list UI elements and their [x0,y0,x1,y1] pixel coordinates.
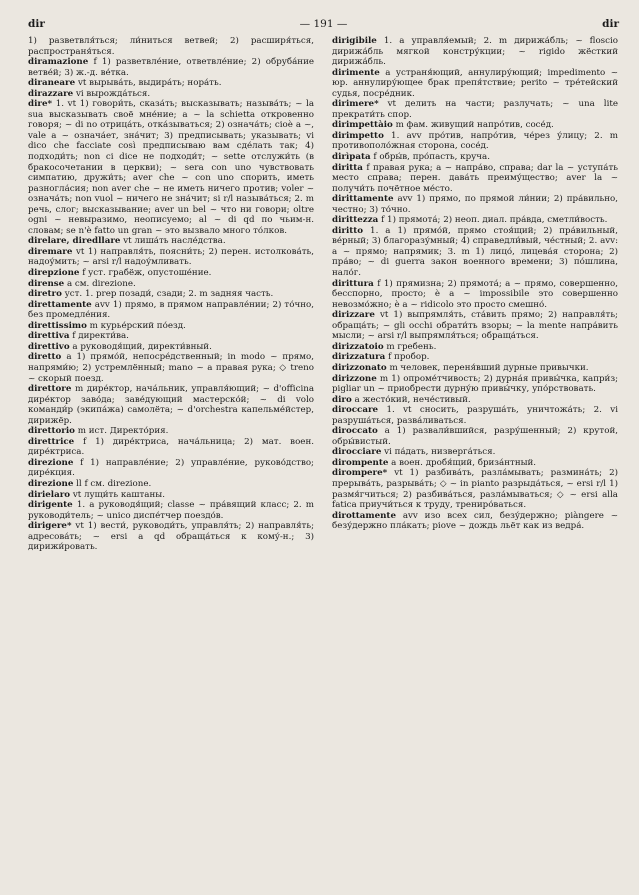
entry-headword: dirizzonato [332,362,387,373]
dictionary-entry [332,363,618,374]
dictionary-entry [332,447,618,458]
entry-headword: dirielaro [28,489,71,500]
entry-headword: diretto [28,352,62,363]
entry-headword: dirimpetto [332,130,384,141]
entry-headword: direttissimo [28,320,87,331]
entry-definition: f директи́ва. [72,331,129,342]
dictionary-entry [28,342,314,353]
entry-definition: vt 1) направля́ть, поясни́ть; 2) перен. истолкова́ть, надоу́мить; ~ arsi r/l надоу́мливать. [28,246,315,268]
dictionary-entry [28,89,314,100]
entry-headword: diretro [28,289,62,300]
entry-definition: f 1) прямота́; 2) неоп. диал. пра́вда, сметли́вость. [381,215,608,226]
entry-definition: vt 1) вести́, руководи́ть, управля́ть; 2) направля́ть; адресова́ть; ~ ersi a qd обраща́ться к кому́-н.; 3) дирижи́ровать. [28,521,315,553]
dictionary-entry [28,99,314,236]
dictionary-entry [332,131,618,152]
entry-headword: dirottamente [332,510,396,521]
entry-definition: m дире́ктор, нача́льник, управля́ющий; ~ d'officina дире́ктор заво́да; заве́дующий мастерско́й; ~ di volo команди́р (экипа́жа) самолёта; ~ d'orchestra капельме́йстер, дирижёр. [28,384,314,426]
entry-definition: avv изо всех сил, безу́держно; piàngere ~ безу́держно пла́кать; piove ~ дождь льёт как из ведра́. [332,510,618,532]
dictionary-entry [28,279,314,290]
entry-headword: diroccato [332,426,378,437]
dictionary-entry [28,300,314,321]
entry-headword: diro [332,394,352,405]
entry-definition: a руководя́щий, директи́вный. [72,341,212,352]
entry-headword: dirizzare [332,310,375,321]
entry-headword: dire* [28,99,53,110]
dictionary-entry [28,268,314,279]
entry-definition: vi вырожда́ться. [75,88,151,99]
entry-definition: m курье́рский по́езд. [89,320,186,331]
entry-definition: 1. vt 1) говори́ть, сказа́ть; высказывать; называ́ть; ~ la sua высказывать своё мне́ние; a ~ la schietta откровенно говоря; ~ di no отрица́ть, отка́зываться; 2) означа́ть; cioè a ~, vale a ~ означа́ет, зна́чит; 3) предписывать; указывать; vi dico che facciate così предписываю вам сде́лать так; 4) подходи́ть; non ci dice не подходи́т; ~ sette отслужи́ть (в бракосочетании в церкви); ~ sera con uno чувствовать симпатию, дружи́ть; aver che ~ con uno спорить, иметь разногла́сия; non aver che ~ не иметь ничего против; voler ~ означа́ть; non vuol ~ ничего не зна́чит; si r/l называ́ться; 2. m речь, слог; высказывание; aver un bel ~ что ни говори; oltre ogni ~ невыразимо, неописуемо; al ~ di qd по чьим-н. словам; se n'è fatto un gran ~ это вызвало много то́лков. [28,99,315,236]
dictionary-entry [332,342,618,353]
entry-headword: dirizzone [332,373,377,384]
dictionary-entry [28,426,314,437]
entry-headword: dirompente [332,457,389,468]
entry-headword: dirizzatoio [332,341,384,352]
entry-headword: dirigibile [332,36,377,46]
entry-definition: a воен. дробя́щий, бриза́нтный. [391,457,537,468]
entry-headword: direpzione [28,268,80,279]
entry-definition: 1. vt сносить, разруша́ть, уничтожа́ть; 2. vi разруша́ться, разва́ливаться. [332,405,618,426]
dictionary-entry [332,194,618,215]
dictionary-entry [28,490,314,501]
entry-headword: dirizzatura [332,352,386,363]
running-head [28,14,619,36]
dictionary-entry [28,437,314,458]
entry-headword: diroccare [332,405,379,416]
left-guide-word: dir [28,18,45,30]
entry-definition: f обры́в, про́пасть, круча. [373,152,490,163]
entry-definition: a 1) развали́вшийся, разру́шенный; 2) крутой, обры́вистый. [332,426,618,447]
dictionary-entry [28,521,314,553]
entry-headword: dirazzare [28,88,74,99]
entry-definition: vt вырыва́ть, выдира́ть; нора́ть. [77,78,222,89]
entry-headword: diramazione [28,57,89,68]
entry-definition: 1. avv про́тив, напро́тив, че́рез у́лицу; 2. m противополо́жная сторона, сосе́д. [332,130,618,152]
entry-definition: f 1) прямизна; 2) прямота́; a ~ прямо, совершенно, бесспорно, просто; è a ~ impossibile это совершенно невозмо́жно; è a ~ ridicolo это просто смешно́. [332,278,618,310]
entry-headword: diritto [332,225,364,236]
entry-definition: a см. direzione. [66,278,136,289]
entry-definition: уст. 1. prep позади́, сзади; 2. m задняя часть. [64,289,274,300]
entry-definition: m 1) опроме́тчивость; 2) дурна́я привы́чка, капри́з; pigliar un ~ приобрести дурну́ю привы́чку, упо́рствовать. [332,373,619,395]
entry-definition: m ист. Директо́рия. [77,426,169,437]
entry-headword: diritta [332,162,363,173]
dictionary-entry [332,120,618,131]
dictionary-entry [28,500,314,521]
dictionary-entry [28,247,314,268]
entry-definition: vt лущи́ть каштаны. [72,489,165,500]
left-column [28,36,314,553]
entry-headword: direttorio [28,426,75,437]
dictionary-entry [28,36,314,57]
entry-definition: avv 1) прямо, по прямой ли́нии; 2) пра́вильно, честно; 3) то́чно. [332,194,618,215]
entry-headword: diremare [28,246,73,257]
dictionary-entry [332,36,618,68]
entry-headword: dirittamente [332,194,394,205]
entry-headword: direzione [28,478,74,489]
entry-headword: dirìpata [332,152,371,163]
entry-headword: diraneare [28,78,76,89]
entry-headword: dirimente [332,67,380,78]
entry-headword: dirittezza [332,215,379,226]
entry-definition: vt делить на части; разлучать; ~ una lite прекрати́ть спор. [332,99,619,120]
entry-definition: a 1) прямо́й, непосре́дственный; in modo ~ прямо, напрями́ю; 2) устремлённый; mano ~ a правая рука; ◇ treno ~ скорый поезд. [28,352,315,384]
dictionary-entry [332,511,618,532]
dictionary-entry [332,215,618,226]
entry-definition: f 1) дире́ктриса, нача́льница; 2) мат. воен. дире́ктриса. [28,436,314,458]
dictionary-entry [28,236,314,247]
entry-definition: vi па́дать, низверга́ться. [384,447,496,458]
entry-definition: m фам. живущий напро́тив, сосе́д. [395,120,554,131]
dictionary-entry [332,352,618,363]
dictionary-entry [332,374,618,395]
entry-headword: direttrice [28,436,75,447]
entry-headword: dirocciare [332,447,382,458]
dictionary-entry [28,57,314,78]
entry-definition: f правая рука; a ~ напра́во, справа; dar la ~ уступа́ть место справа; перен. дава́ть преиму́щество; aver la ~ получи́ть почётное ме́сто. [332,162,618,194]
entry-headword: direttiva [28,331,70,342]
entry-definition: a устраня́ющий, аннулиру́ющий; impedimento ~ юр. аннулиру́ющее брак препя́тствие; perito ~ тре́тейский судья, посре́дник. [332,67,618,99]
entry-definition: 1. a 1) прямо́й, прямо стоя́щий; 2) пра́вильный, ве́рный; 3) благоразу́мный; 4) справедли́вый, че́стный; 2. avv: a ~ прямо; напрямик; 3. m 1) лицо́, лицева́я сторона; 2) пра́во; ~ di guerra закон военного времени; 3) по́шлина, нало́г. [332,225,618,279]
dictionary-entry [332,226,618,279]
dictionary-entry [332,468,618,510]
right-guide-word: dir [602,18,619,30]
entry-headword: direttivo [28,341,70,352]
dictionary-entry [332,68,618,100]
entry-headword: dirense [28,278,65,289]
dictionary-entry [332,458,618,469]
dictionary-entry [332,395,618,406]
entry-definition: f уст. грабёж, опустоше́ние. [82,268,212,279]
entry-definition: m человек, переня́вший дурные привычки. [389,362,589,373]
entry-definition: f 1) разветвле́ние, ответвле́ние; 2) обруба́ние ветве́й; 3) ж.-д. ве́тка. [28,57,315,78]
dictionary-entry [332,279,618,311]
entry-definition: ll f см. direzione. [76,478,152,489]
dictionary-entry [332,152,618,163]
dictionary-entry [28,289,314,300]
entry-definition: 1. a руководя́щий; classe ~ пра́вящий класс; 2. m руководи́тель; ~ unico диспе́тчер поездо́в. [28,500,314,521]
entry-definition: f 1) направле́ние; 2) управле́ние, руково́дство; дире́кция. [28,457,314,479]
entry-headword: dirigere* [28,521,72,532]
entry-definition: f пробор. [388,352,430,363]
dictionary-entry [332,99,618,120]
dictionary-entry [28,352,314,384]
dictionary-entry [332,310,618,342]
entry-definition: vt 1) разбива́ть, разла́мывать; размина́ть; 2) прерыва́ть, разрыва́ть; ◇ ~ in pianto разрыда́ться, ~ ersi r/l 1) размя́гчиться; 2) разбива́ться, разла́мываться; ◇ ~ ersi alla fatica приучи́ться к труду, трениро́ваться. [332,468,619,511]
page-number: — 191 — [299,18,348,30]
entry-definition: vt лиша́ть насле́дства. [123,236,226,247]
dictionary-entry [28,458,314,479]
right-column [332,36,618,553]
entry-headword: dirittura [332,278,374,289]
dictionary-entry [332,405,618,426]
columns [28,36,619,553]
entry-headword: dirompere* [332,468,388,479]
entry-headword: dirimpettàio [332,120,393,131]
dictionary-entry [28,384,314,426]
entry-definition: 1) разветвля́ться; ли́ниться ветвей; 2) расширя́ться, распространя́ться. [28,36,314,57]
entry-definition: 1. a управля́емый; 2. m дирижа́бль; ~ floscio дирижа́бль мягкой констру́кции; ~ rigido жёсткий дирижа́бль. [332,36,619,68]
dictionary-entry [28,78,314,89]
entry-definition: avv 1) прямо, в прямом направле́нии; 2) то́чно, без промедле́ния. [28,299,314,321]
dictionary-entry [28,321,314,332]
dictionary-entry [332,426,618,447]
entry-headword: direzione [28,457,74,468]
entry-definition: a жесто́кий, нече́стивый. [354,394,471,405]
entry-headword: direttamente [28,299,92,310]
entry-definition: m гребень. [386,341,437,352]
entry-headword: direlare, diredllare [28,236,121,247]
dictionary-entry [28,479,314,490]
entry-headword: dirimere* [332,99,379,110]
entry-headword: dirigente [28,500,73,511]
dictionary-entry [332,163,618,195]
dictionary-entry [28,331,314,342]
entry-definition: vt 1) выпрямля́ть, ста́вить прямо; 2) направля́ть; обраща́ть; ~ gli occhi обрати́ть взоры; ~ la mente напра́вить мысли; ~ arsi r/l выпрямля́ться; обраща́ться. [332,310,618,342]
entry-headword: direttore [28,384,72,395]
